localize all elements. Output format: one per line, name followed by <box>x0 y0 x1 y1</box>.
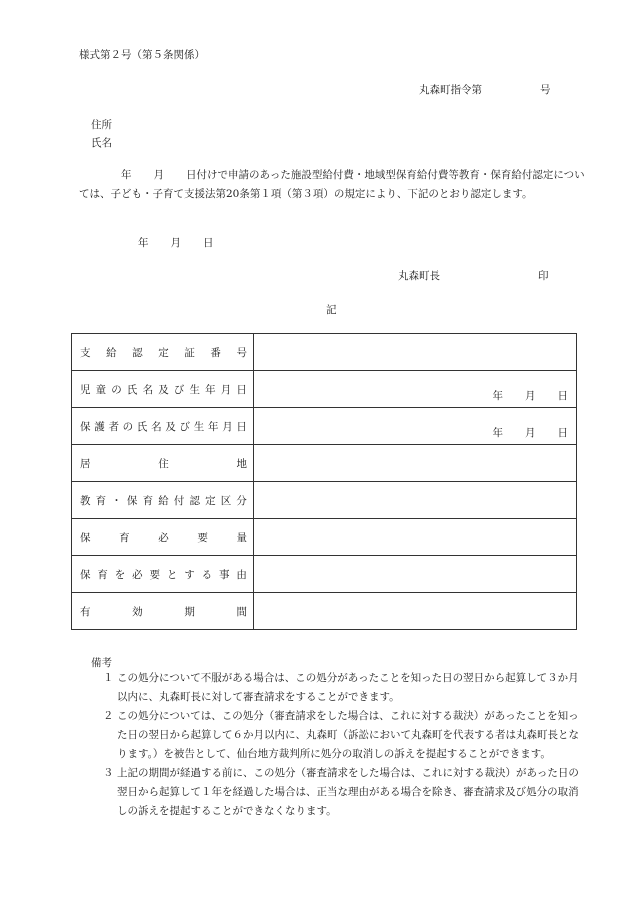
row-label <box>72 408 254 445</box>
label-char: 住 <box>158 457 169 470</box>
body-year: 年 <box>121 169 132 181</box>
table-row <box>72 519 577 556</box>
label-char: 必 <box>132 568 143 581</box>
table-row <box>72 371 577 408</box>
row-label-text <box>80 456 247 471</box>
label-char: 氏 <box>136 420 148 433</box>
label-char: 給 <box>106 346 117 359</box>
remarks-list <box>103 669 588 821</box>
row-value[interactable] <box>254 519 577 556</box>
label-char: 定 <box>158 346 169 359</box>
row-label-text <box>80 493 247 508</box>
label-char: 年 <box>205 383 216 396</box>
name-label: 氏名 <box>91 137 112 149</box>
row-label-text <box>80 345 247 360</box>
issuer-title: 丸森町長 <box>398 270 440 282</box>
remark-text: 上記の期間が経過する前に、この処分（審査請求をした場合は、これに対する裁決）があった日の翌日から起算して１年を経過した場合は、正当な理由がある場合を除き、審査請求及び処分の取消しの訴えを提起することができなくなります。 <box>117 767 579 817</box>
label-char: を <box>114 568 126 581</box>
label-char: 保 <box>80 420 91 433</box>
label-char: 年 <box>207 420 219 433</box>
label-char: 育 <box>119 531 130 544</box>
row-label <box>72 593 254 630</box>
label-char: 居 <box>80 457 91 470</box>
label-char: る <box>201 568 213 581</box>
label-char: 氏 <box>126 383 138 396</box>
label-char: 児 <box>80 383 91 396</box>
label-char: 者 <box>108 420 119 433</box>
row-value[interactable] <box>254 371 577 408</box>
seal-mark: 印 <box>538 270 549 282</box>
label-char: 日 <box>236 383 247 396</box>
label-char: 認 <box>189 494 200 507</box>
body-text-main: 日付けで申請のあった施設型給付費・地域型保育給付費等教育・保育給付認定については、子ども・子育て支援法第20条第１項（第３項）の規定により、下記のとおり認定します。 <box>79 169 585 200</box>
label-char: 要 <box>149 568 160 581</box>
label-char: 区 <box>220 494 232 507</box>
row-label-text <box>80 604 247 619</box>
table-row <box>72 334 577 371</box>
label-char: 護 <box>94 420 105 433</box>
remark-number: ３ <box>103 767 114 779</box>
date-year: 年 <box>138 237 149 249</box>
issuer <box>398 268 549 283</box>
body-text <box>79 166 586 204</box>
ymd-unit: 年 <box>492 390 503 402</box>
body-month: 月 <box>153 169 164 181</box>
remark-item <box>103 669 588 707</box>
remark-text: この処分について不服がある場合は、この処分があったことを知った日の翌日から起算して３か月以内に、丸森町長に対して審査請求をすることができます。 <box>117 672 579 703</box>
row-label <box>72 445 254 482</box>
label-char: 保 <box>126 494 138 507</box>
date-line <box>138 235 214 250</box>
ymd-unit: 日 <box>557 427 568 439</box>
label-char: 量 <box>236 531 247 544</box>
ymd-unit: 日 <box>557 390 568 402</box>
label-char: 日 <box>236 420 247 433</box>
remark-number: ２ <box>103 710 114 722</box>
label-char: す <box>184 568 195 581</box>
row-label <box>72 556 254 593</box>
table-row <box>72 593 577 630</box>
table-row <box>72 556 577 593</box>
label-char: 号 <box>236 346 247 359</box>
label-char: 支 <box>80 346 91 359</box>
date-day: 日 <box>203 237 214 249</box>
label-char: 定 <box>205 494 216 507</box>
label-char: 童 <box>95 383 107 396</box>
label-char: 効 <box>132 605 143 618</box>
label-char: 名 <box>142 383 154 396</box>
birthdate-ymd <box>493 425 569 440</box>
order-suffix: 号 <box>540 84 551 96</box>
form-number: 様式第２号（第５条関係） <box>79 49 205 61</box>
label-char: 生 <box>189 383 200 396</box>
table-row <box>72 408 577 445</box>
label-char: 間 <box>236 605 247 618</box>
row-label-text <box>80 567 247 582</box>
label-char: 有 <box>80 605 91 618</box>
remark-number: １ <box>103 672 114 684</box>
row-value[interactable] <box>254 482 577 519</box>
ymd-unit: 年 <box>492 427 503 439</box>
certificate-table <box>71 333 577 630</box>
label-char: 由 <box>236 568 247 581</box>
table-row <box>72 445 577 482</box>
remarks-title: 備考 <box>91 657 112 669</box>
ymd-unit: 月 <box>525 427 536 439</box>
row-value[interactable] <box>254 445 577 482</box>
label-char: 証 <box>184 346 195 359</box>
row-value[interactable] <box>254 334 577 371</box>
ki-heading: 記 <box>326 304 337 316</box>
table-row <box>72 482 577 519</box>
label-char: 期 <box>184 605 195 618</box>
row-label-text <box>80 419 247 434</box>
label-char: ・ <box>111 494 122 507</box>
label-char: 生 <box>193 420 205 433</box>
label-char: 事 <box>219 568 230 581</box>
label-char: 必 <box>158 531 169 544</box>
ymd-unit: 月 <box>525 390 536 402</box>
label-char: 育 <box>97 568 108 581</box>
label-char: 要 <box>197 531 208 544</box>
label-char: 名 <box>151 420 162 433</box>
label-char: 月 <box>220 383 232 396</box>
label-char: 教 <box>80 494 91 507</box>
label-char: 及 <box>158 383 169 396</box>
remark-item <box>103 707 588 764</box>
label-char: 分 <box>236 494 247 507</box>
label-char: 給 <box>158 494 169 507</box>
remark-text: この処分については、この処分（審査請求をした場合は、これに対する裁決）があったことを知った日の翌日から起算して６か月以内に、丸森町（訴訟において丸森町を代表する者は丸森町長となります。）を被告として、仙台地方裁判所に処分の取消しの訴えを提起することができます。 <box>117 710 579 760</box>
row-value[interactable] <box>254 593 577 630</box>
row-label-text <box>80 530 247 545</box>
label-char: 番 <box>210 346 221 359</box>
label-char: び <box>179 420 191 433</box>
label-char: 認 <box>132 346 143 359</box>
label-char: 育 <box>95 494 107 507</box>
label-char: び <box>173 383 185 396</box>
row-label-text <box>80 382 247 397</box>
row-value[interactable] <box>254 408 577 445</box>
label-char: 保 <box>80 568 91 581</box>
row-label <box>72 519 254 556</box>
row-label <box>72 482 254 519</box>
row-label <box>72 371 254 408</box>
row-label <box>72 334 254 371</box>
date-month: 月 <box>170 237 181 249</box>
label-char: 及 <box>165 420 176 433</box>
label-char: 付 <box>173 494 185 507</box>
label-char: 保 <box>80 531 91 544</box>
address-label: 住所 <box>91 119 112 131</box>
birthdate-ymd <box>493 388 569 403</box>
order-prefix: 丸森町指令第 <box>419 84 482 96</box>
label-char: 地 <box>236 457 247 470</box>
label-char: と <box>166 568 178 581</box>
label-char: 月 <box>222 420 233 433</box>
label-char: の <box>122 420 134 433</box>
remark-item <box>103 764 588 821</box>
order-number <box>419 82 551 97</box>
row-value[interactable] <box>254 556 577 593</box>
label-char: 育 <box>142 494 154 507</box>
label-char: の <box>111 383 122 396</box>
